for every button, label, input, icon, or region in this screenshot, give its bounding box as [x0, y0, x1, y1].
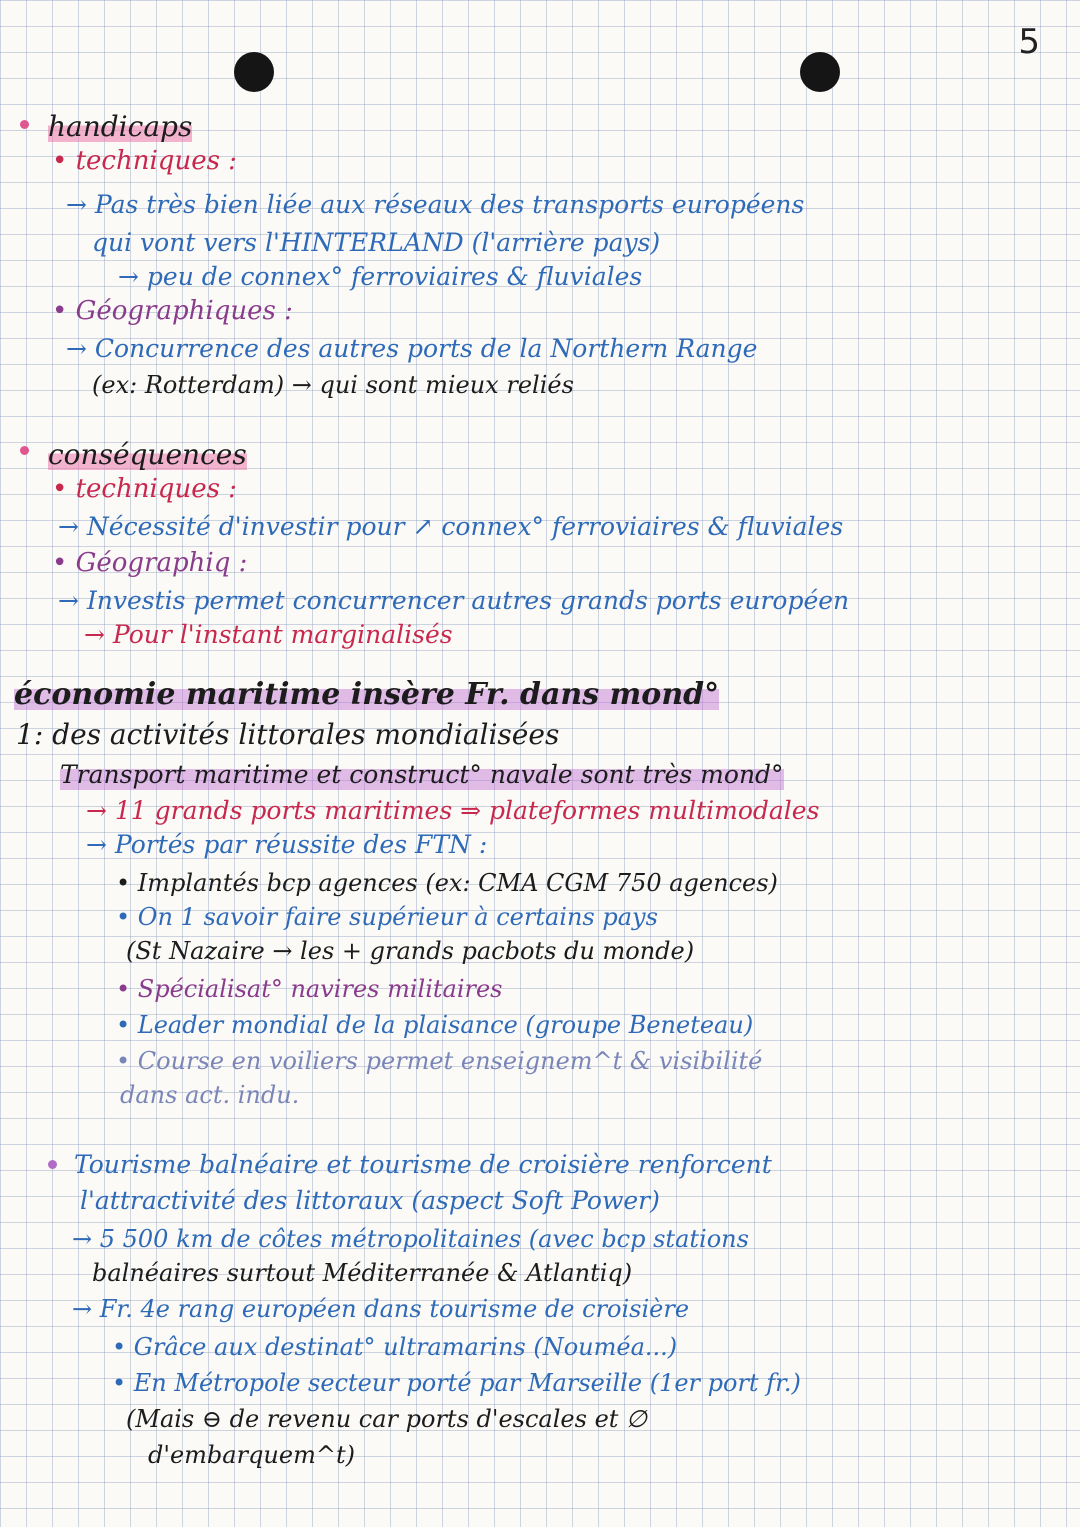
tourisme-bullet2: • En Métropole secteur porté par Marseille (1er port fr.) [112, 1369, 801, 1397]
tourisme-heading2: l'attractivité des littoraux (aspect Soft Power) [80, 1186, 660, 1215]
section-bullet-icon [20, 120, 29, 129]
economie-bullet4: • Leader mondial de la plaisance (groupe Beneteau) [116, 1011, 754, 1039]
consequences-geo-label: • Géographiq : [52, 548, 248, 578]
handicaps-techniques-line1: → Pas très bien liée aux réseaux des transports européens [66, 190, 805, 219]
tourisme-line5: d'embarquem^t) [148, 1441, 355, 1469]
tourisme-line4: (Mais ⊖ de revenu car ports d'escales et ∅ [126, 1405, 647, 1433]
transport-heading: Transport maritime et construct° navale sont très mond° [60, 760, 784, 789]
consequences-techniques-label: • techniques : [52, 474, 237, 504]
tourisme-line3: → Fr. 4e rang européen dans tourisme de croisière [72, 1295, 690, 1323]
handicaps-techniques-label: • techniques : [52, 146, 237, 176]
consequences-geo-line1: → Investis permet concurrencer autres grands ports européen [58, 586, 850, 615]
economie-bullet2a: • On 1 savoir faire supérieur à certains pays [116, 903, 658, 931]
economie-subtitle: 1: des activités littorales mondialisées [16, 718, 560, 751]
tourisme-bullet1: • Grâce aux destinat° ultramarins (Nouméa...) [112, 1333, 678, 1361]
binder-hole-left [234, 52, 274, 92]
economie-bullet1: • Implantés bcp agences (ex: CMA CGM 750 agences) [116, 869, 778, 897]
tourisme-line2: balnéaires surtout Méditerranée & Atlantiq) [92, 1259, 633, 1287]
handicaps-geo-label: • Géographiques : [52, 296, 293, 326]
handicaps-heading: handicaps [48, 110, 193, 143]
economie-bullet2b: (St Nazaire → les + grands pacbots du monde) [126, 937, 695, 965]
economie-title: économie maritime insère Fr. dans mond° [14, 677, 720, 712]
tourisme-heading1: Tourisme balnéaire et tourisme de croisière renforcent [74, 1150, 772, 1179]
consequences-geo-line2: → Pour l'instant marginalisés [84, 620, 453, 649]
section-bullet-icon [20, 446, 29, 455]
economie-line2: → Portés par réussite des FTN : [86, 830, 488, 859]
economie-bullet5b: dans act. indu. [120, 1081, 300, 1109]
handicaps-techniques-line3: → peu de connex° ferroviaires & fluviales [118, 262, 643, 291]
page-number: 5 [1018, 22, 1040, 62]
handicaps-geo-line2: (ex: Rotterdam) → qui sont mieux reliés [92, 371, 574, 399]
handicaps-geo-line1: → Concurrence des autres ports de la Northern Range [66, 334, 758, 363]
section-bullet-icon [48, 1160, 57, 1169]
handicaps-techniques-line2: qui vont vers l'HINTERLAND (l'arrière pays) [92, 228, 661, 257]
consequences-techniques-line1: → Nécessité d'investir pour ↗ connex° ferroviaires & fluviales [58, 512, 844, 541]
economie-line1: → 11 grands ports maritimes ⇒ plateformes multimodales [86, 796, 820, 825]
consequences-heading: conséquences [48, 438, 247, 471]
economie-bullet5a: • Course en voiliers permet enseignem^t & visibilité [116, 1047, 763, 1075]
tourisme-line1: → 5 500 km de côtes métropolitaines (avec bcp stations [72, 1225, 749, 1253]
economie-bullet3: • Spécialisat° navires militaires [116, 975, 503, 1003]
binder-hole-right [800, 52, 840, 92]
